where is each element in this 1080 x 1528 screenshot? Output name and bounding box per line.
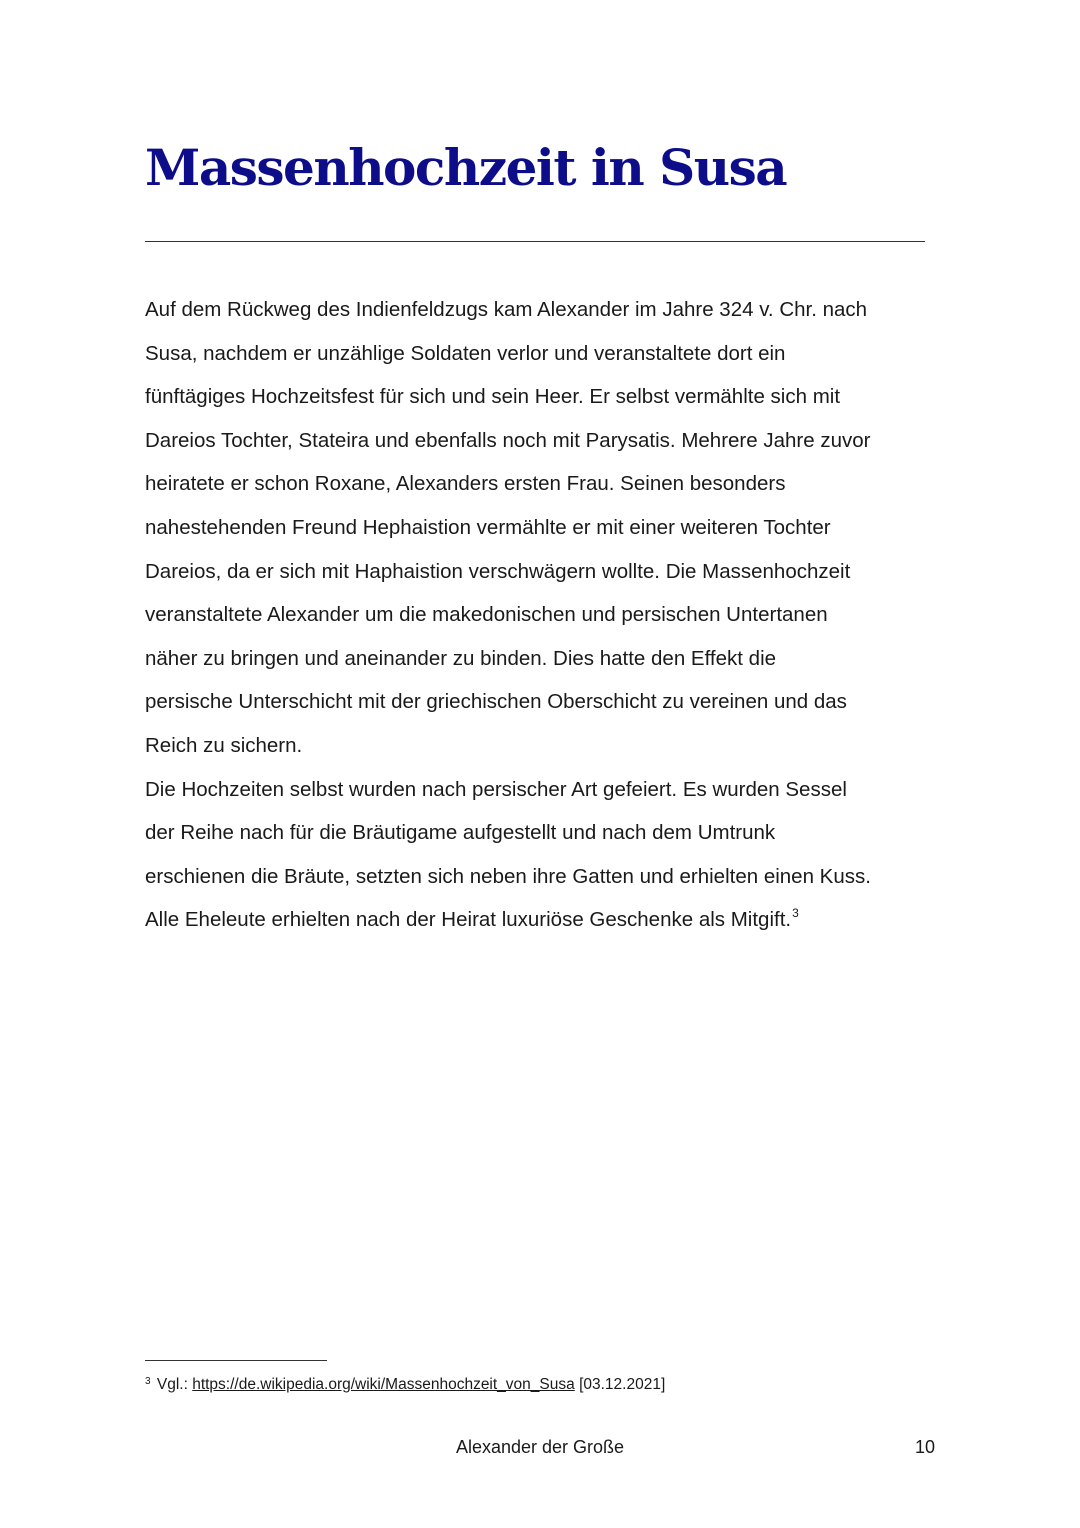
- page-number: 10: [914, 1437, 935, 1457]
- footer-document-title: Alexander der Große: [455, 1437, 625, 1457]
- page-title: Massenhochzeit in Susa: [145, 138, 787, 197]
- text-line: der Reihe nach für die Bräutigame aufgestellt und nach dem Umtrunk: [145, 821, 776, 845]
- text-line: Dareios, da er sich mit Haphaistion verschwägern wollte. Die Massenhochzeit: [145, 559, 851, 583]
- footnote: [145, 1376, 665, 1394]
- text-line: heiratete er schon Roxane, Alexanders ersten Frau. Seinen besonders: [145, 472, 786, 496]
- text-line: fünftägiges Hochzeitsfest für sich und sein Heer. Er selbst vermählte sich mit: [145, 385, 841, 409]
- text-line-content: Alle Eheleute erhielten nach der Heirat luxuriöse Geschenke als Mitgift.: [145, 908, 792, 932]
- text-line: Susa, nachdem er unzählige Soldaten verlor und veranstaltete dort ein: [145, 341, 786, 365]
- title-divider: [145, 241, 925, 242]
- text-line: Die Hochzeiten selbst wurden nach persischer Art gefeiert. Es wurden Sessel: [145, 777, 847, 801]
- text-line: persische Unterschicht mit der griechischen Oberschicht zu vereinen und das: [145, 690, 847, 714]
- footnote-number: 3: [145, 1376, 151, 1387]
- text-line: nahestehenden Freund Hephaistion vermählte er mit einer weiteren Tochter: [145, 515, 831, 539]
- text-line: Reich zu sichern.: [145, 733, 303, 757]
- text-line: Auf dem Rückweg des Indienfeldzugs kam Alexander im Jahre 324 v. Chr. nach: [145, 298, 868, 321]
- text-line-last: [145, 898, 945, 942]
- text-line: Dareios Tochter, Stateira und ebenfalls noch mit Parysatis. Mehrere Jahre zuvor: [145, 428, 871, 452]
- text-line: näher zu bringen und aneinander zu binden. Dies hatte den Effekt die: [145, 646, 777, 670]
- footnote-date: [03.12.2021]: [579, 1376, 666, 1393]
- footnote-link[interactable]: https://de.wikipedia.org/wiki/Massenhochzeit_von_Susa: [192, 1376, 575, 1393]
- text-line: erschienen die Bräute, setzten sich neben ihre Gatten und erhielten einen Kuss.: [145, 864, 871, 888]
- footnote-prefix: Vgl.:: [156, 1376, 188, 1393]
- body-text: [145, 288, 945, 942]
- text-line: veranstaltete Alexander um die makedonischen und persischen Untertanen: [145, 603, 828, 627]
- footnote-reference[interactable]: 3: [792, 906, 799, 921]
- footnote-divider: [145, 1360, 327, 1361]
